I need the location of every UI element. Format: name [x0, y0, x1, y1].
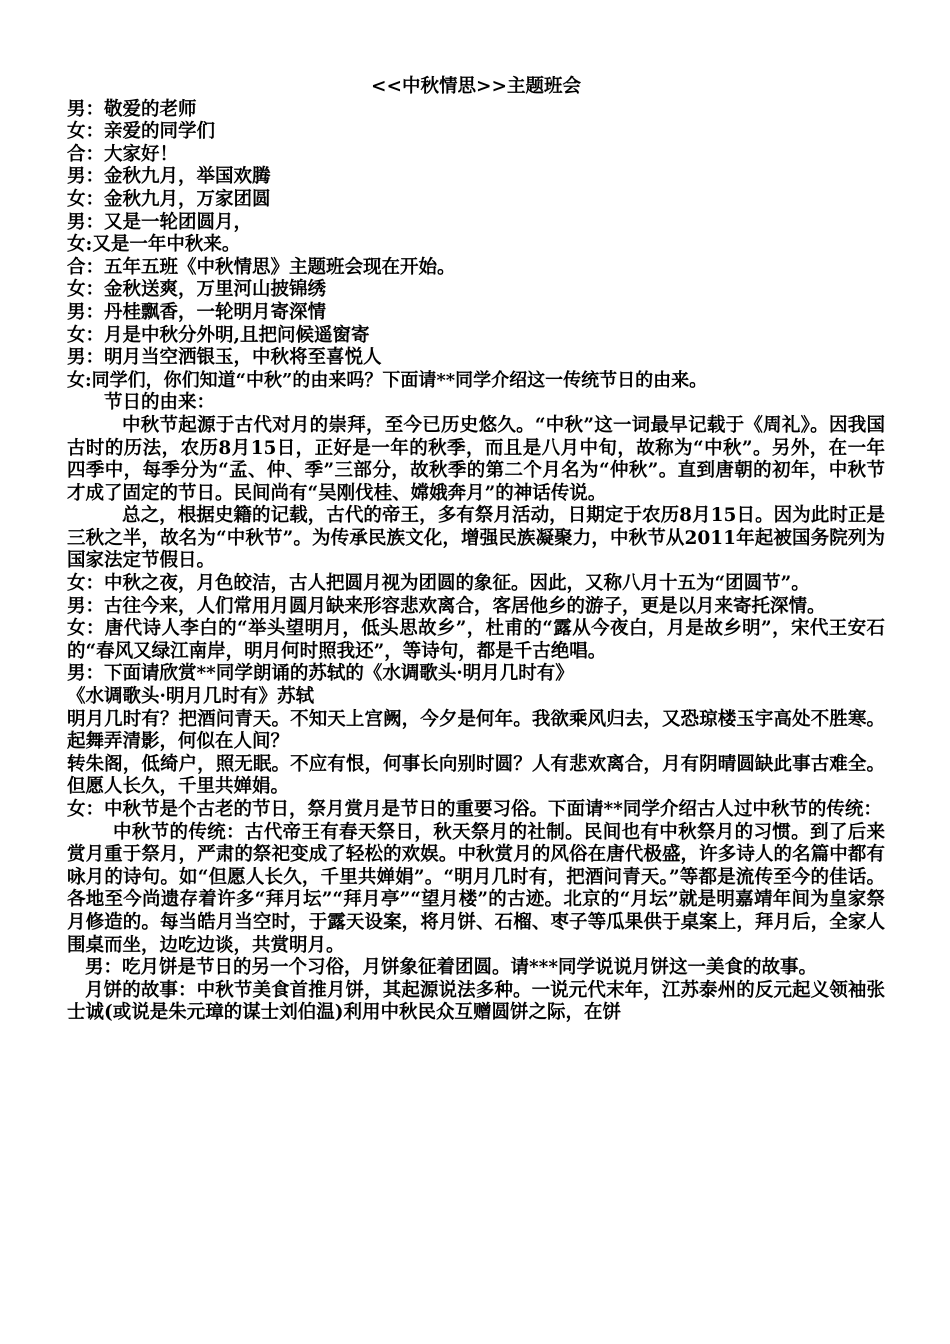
dialogue-line: 男：敬爱的老师 [67, 98, 197, 120]
dialogue-line: 男：金秋九月，举国欢腾 [67, 166, 271, 188]
dialogue-paragraph: 女：中秋之夜，月色皎洁，古人把圆月视为团圆的象征。因此，又称八月十五为“团圆节”。 [67, 573, 810, 595]
dialogue-paragraph: 女：中秋节是个古老的节日，祭月赏月是节日的重要习俗。下面请**同学介绍古人过中秋节的传统： [67, 799, 882, 820]
dialogue-line: 合：大家好！ [67, 143, 179, 165]
dialogue-line: 男：丹桂飘香，一轮明月寄深情 [67, 301, 327, 323]
document-page [67, 76, 885, 1025]
dialogue-line: 男：明月当空洒银玉，中秋将至喜悦人 [67, 347, 382, 369]
dialogue-line: 男：又是一轮团圆月， [67, 211, 253, 233]
document-title: <<中秋情思>>主题班会 [370, 76, 581, 97]
origin-paragraph: 中秋节起源于古代对月的崇拜，至今已历史悠久。“中秋”这一词最早记载于《周礼》。因我国古时的历法，农历8月15日，正好是一年的秋季，而且是八月中旬，故称为“中秋”。另外，在一年四季中，每季分为“孟、仲、季”三部分，故秋季的第二个月名为“仲秋”。直到唐朝的初年，中秋节才成了固定的节日。民间尚有“吴刚伐桂、嫦娥奔月”的神话传说。 [67, 414, 885, 504]
poem-title: 《水调歌头·明月几时有》苏轼 [67, 686, 314, 708]
poem-stanza: 明月几时有？把酒问青天。不知天上宫阙，今夕是何年。我欲乘风归去，又恐琼楼玉宇高处不胜寒。起舞弄清影，何似在人间？ [67, 708, 885, 753]
dialogue-line: 女:又是一年中秋来。 [67, 234, 241, 256]
origin-paragraph: 总之，根据史籍的记载，古代的帝王，多有祭月活动，日期定于农历8月15日。因为此时正是三秋之半，故名为“中秋节”。为传承民族文化，增强民族凝聚力，中秋节从2011年起被国务院列为国家法定节假日。 [67, 505, 885, 572]
origin-heading: 节日的由来： [104, 392, 216, 414]
tradition-paragraph: 中秋节的传统：古代帝王有春天祭日，秋天祭月的社制。民间也有中秋祭月的习惯。到了后来赏月重于祭月，严肃的祭祀变成了轻松的欢娱。中秋赏月的风俗在唐代极盛，许多诗人的名篇中都有咏月的诗句。如“但愿人长久，千里共婵娟”。“明月几时有，把酒问青天。”等都是流传至今的佳话。各地至今尚遗存着许多“拜月坛”“拜月亭”“望月楼”的古迹。北京的“月坛”就是明嘉靖年间为皇家祭月修造的。每当皓月当空时，于露天设案，将月饼、石榴、枣子等瓜果供于桌案上，拜月后，全家人围桌而坐，边吃边谈，共赏明月。 [67, 821, 885, 956]
dialogue-paragraph: 男：吃月饼是节日的另一个习俗，月饼象征着团圆。请***同学说说月饼这一美食的故事。 [85, 957, 818, 979]
poem-stanza: 转朱阁，低绮户，照无眠。不应有恨，何事长向别时圆？人有悲欢离合，月有阴晴圆缺此事古难全。但愿人长久，千里共婵娟。 [67, 753, 885, 798]
dialogue-line: 女：金秋九月，万家团圆 [67, 188, 271, 210]
dialogue-line: 合：五年五班《中秋情思》主题班会现在开始。 [67, 256, 456, 278]
dialogue-line: 女：金秋送爽，万里河山披锦绣 [67, 279, 327, 301]
dialogue-line: 男：下面请欣赏**同学朗诵的苏轼的《水调歌头·明月几时有》 [67, 663, 574, 685]
dialogue-line: 女：月是中秋分外明,且把问候遥窗寄 [67, 324, 370, 346]
dialogue-paragraph: 男：古往今来，人们常用月圆月缺来形容悲欢离合，客居他乡的游子，更是以月来寄托深情。 [67, 595, 826, 617]
dialogue-paragraph: 女：唐代诗人李白的“举头望明月，低头思故乡”，杜甫的“露从今夜白，月是故乡明”，宋代王安石的“春风又绿江南岸，明月何时照我还”，等诗句，都是千古绝唱。 [67, 618, 885, 662]
mooncake-paragraph: 月饼的故事：中秋节美食首推月饼，其起源说法多种。一说元代末年，江苏泰州的反元起义领袖张士诚(或说是朱元璋的谋士刘伯温)利用中秋民众互赠圆饼之际，在饼 [67, 979, 885, 1024]
dialogue-line: 女:同学们，你们知道“中秋”的由来吗？下面请**同学介绍这一传统节日的由来。 [67, 369, 708, 391]
dialogue-line: 女：亲爱的同学们 [67, 121, 216, 143]
